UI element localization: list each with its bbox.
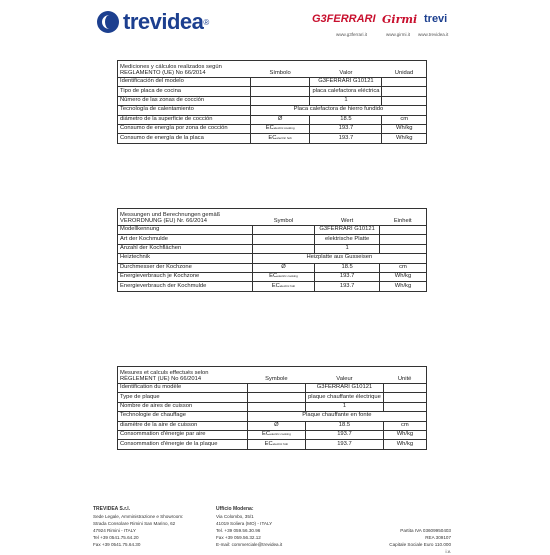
row-unit [382,78,427,87]
brand-strip [312,13,452,37]
row-label: Consumo de energía por zona de cocción [118,124,251,133]
footer-office-name: Ufficio Modena: [216,506,254,512]
symbol-subscript: electric hob [279,283,296,288]
row-label: Energieverbrauch der Kochmulde [118,282,253,291]
row-unit: Wh/kg [379,272,426,281]
row-label: Identificación del modelo [118,78,251,87]
symbol-text: EC [264,440,273,447]
row-symbol: Ø [250,115,310,124]
brand-g3ferrari-logo: G3FERRARI [312,13,376,25]
footer-line: REA 309107 [425,535,451,540]
row-symbol [252,226,315,235]
row-label: Anzahl der Kochflächen [118,244,253,253]
row-label: Tipo de placa de cocina [118,87,251,96]
row-label: Technologie de chauffage [118,412,248,421]
spec-table-de [117,208,427,292]
row-label: Número de las zonas de cocción [118,96,251,105]
row-symbol [250,78,310,87]
column-header-unit: Einheit [379,209,426,226]
row-value: 1 [310,96,382,105]
row-label: Nombre de aires de cuisson [118,402,248,411]
row-label: Identification du modèle [118,384,248,393]
column-header-value: Valeur [306,367,384,384]
row-label: diamètre de la aire de cuisson [118,421,248,430]
symbol-text: EC [269,273,278,280]
symbol-subscript: electric cooking [277,274,298,279]
table-title-line: Mediciones y cálculos realizados según [120,64,222,71]
column-header-unit: Unidad [382,61,427,78]
brand-girmi-logo: Girmi [382,13,418,26]
table-title-line: Messungen und Berechnungen gemäß [120,212,221,219]
row-unit [379,235,426,244]
row-label: Heiztechnik [118,254,253,263]
page-header [0,0,550,48]
row-symbol [247,402,305,411]
table-row [118,263,427,272]
symbol-subscript: electric hob [276,135,292,140]
footer-company [93,506,183,548]
symbol-subscript: electric cooking [270,432,291,437]
row-value: 193.7 [306,440,384,449]
footer-line: Fax +39 059.56.32.12 [216,535,261,540]
table-header-row [118,367,427,384]
row-value: 193.7 [315,272,380,281]
row-unit: Wh/kg [383,430,426,439]
table-title-line: RÈGLEMENT (UE) No 66/2014 [120,376,202,383]
row-unit: Wh/kg [382,134,427,143]
row-symbol [250,134,310,143]
table-row [118,440,427,449]
column-header-unit: Unité [383,367,426,384]
row-value: 18.5 [310,115,382,124]
table-row [118,402,427,411]
row-value: 1 [315,244,380,253]
row-unit: Wh/kg [382,124,427,133]
table-title-line: REGLAMENTO (UE) No 66/2014 [120,70,206,77]
row-value: 18.5 [306,421,384,430]
footer-line: Fax +39 0541.75.64.30 [93,542,141,547]
table-header-row [118,61,427,78]
table-title-line: VERORDNUNG (EU) Nr. 66/2014 [120,218,207,225]
row-symbol [250,124,310,133]
table-row [118,393,427,402]
row-value: G3FERRARI G10121 [315,226,380,235]
row-value: G3FERRARI G10121 [310,78,382,87]
spec-table-fr [117,366,427,450]
table-row [118,106,427,115]
brand-trevi-logo: trevi [424,13,448,25]
trevidea-logo [97,9,209,35]
trevidea-logo-mark-icon [97,11,119,33]
column-header-value: Wert [315,209,380,226]
row-unit [382,87,427,96]
brand-g3ferrari-web: www.g3ferrari.it [336,32,368,37]
column-header-value: Valor [310,61,382,78]
footer-line: Partita IVA 03609950403 [400,528,451,533]
table-row [118,134,427,143]
row-symbol [252,282,315,291]
table-row [118,78,427,87]
table-title [118,61,251,78]
row-unit [379,244,426,253]
row-value: 193.7 [310,134,382,143]
row-unit [379,226,426,235]
row-unit [383,384,426,393]
row-unit: cm [383,421,426,430]
table-title [118,209,253,226]
row-symbol [247,393,305,402]
row-value: plaque chauffante électrique [306,393,384,402]
footer-line: Tel. +39 059.56.30.96 [216,528,261,533]
table-row [118,254,427,263]
row-value: placa calefactora eléctrica [310,87,382,96]
logo-text: trevidea [123,9,204,34]
row-label: Energieverbrauch je Kochzone [118,272,253,281]
table-row [118,272,427,281]
row-symbol [252,244,315,253]
row-unit: cm [379,263,426,272]
column-header-symbol: Symbol [252,209,315,226]
row-label: diámetro de la superficie de cocción [118,115,251,124]
row-value: 1 [306,402,384,411]
row-label: Consumo de energía de la placa [118,134,251,143]
brand-trevi-web: www.trevidea.it [418,32,449,37]
brand-girmi-web: www.girmi.it [386,32,411,37]
symbol-text: EC [268,134,277,141]
table-row [118,124,427,133]
table-row [118,226,427,235]
row-symbol [247,384,305,393]
table-row [118,96,427,105]
footer-line: E-mail: commerciale@trevidea.it [216,542,283,547]
row-label: Type de plaque [118,393,248,402]
table-row [118,87,427,96]
table-row [118,384,427,393]
footer-line: 41019 Soliera (MO) - ITALY [216,521,273,526]
page-footer [0,506,550,554]
row-unit: Wh/kg [383,440,426,449]
row-value: 193.7 [315,282,380,291]
row-symbol [252,235,315,244]
spec-table-es [117,60,427,144]
row-symbol [250,96,310,105]
row-symbol [250,87,310,96]
table-row [118,115,427,124]
row-label: Modellkennung [118,226,253,235]
row-label: Durchmesser der Kochzone [118,263,253,272]
row-symbol [247,430,305,439]
footer-office [216,506,282,548]
row-symbol: Ø [252,263,315,272]
footer-line: Capitale Sociale Euro 110.000 i.v. [389,542,451,554]
row-label: Consommation d'énergie par aire [118,430,248,439]
row-unit: cm [382,115,427,124]
row-label: Tecnología de calentamiento [118,106,251,115]
symbol-text: EC [265,125,274,132]
column-header-symbol: Symbole [247,367,305,384]
row-value: elektrische Platte [315,235,380,244]
row-symbol [247,440,305,449]
footer-legal [387,527,451,555]
row-value: Plaque chauffante en fonte [247,412,426,421]
footer-line: Via Colombo, 35/1 [216,514,254,519]
row-symbol [252,272,315,281]
row-value: Heizplatte aus Gusseisen [252,254,426,263]
symbol-subscript: electric hob [272,441,289,446]
row-unit [383,393,426,402]
footer-line: Tel +39 0541.75.64.20 [93,535,139,540]
row-unit [382,96,427,105]
row-value: G3FERRARI G10121 [306,384,384,393]
footer-line: Sede Legale, Amministrazione e Showroom: [93,514,184,519]
footer-company-name: TREVIDEA S.r.l. [93,506,131,512]
table-row [118,421,427,430]
column-header-symbol: Símbolo [250,61,310,78]
table-row [118,282,427,291]
row-unit [383,402,426,411]
symbol-subscript: electric cooking [273,126,295,131]
table-title [118,367,248,384]
symbol-text: EC [271,282,280,289]
row-value: 18.5 [315,263,380,272]
footer-line: 47924 Rimini - ITALY [93,528,136,533]
row-label: Art der Kochmulde [118,235,253,244]
table-row [118,430,427,439]
table-row [118,235,427,244]
row-unit: Wh/kg [379,282,426,291]
row-label: Consommation d'énergie de la plaque [118,440,248,449]
table-row [118,412,427,421]
row-symbol: Ø [247,421,305,430]
footer-line: Strada Consolare Rimini San Marino, 62 [93,521,176,526]
logo-registered-mark: ® [203,17,210,27]
table-header-row [118,209,427,226]
row-value: Placa calefactora de hierro fundido [250,106,426,115]
symbol-text: EC [262,431,271,438]
table-title-line: Mesures et calculs effectués selon [120,370,209,377]
row-value: 193.7 [306,430,384,439]
table-row [118,244,427,253]
row-value: 193.7 [310,124,382,133]
